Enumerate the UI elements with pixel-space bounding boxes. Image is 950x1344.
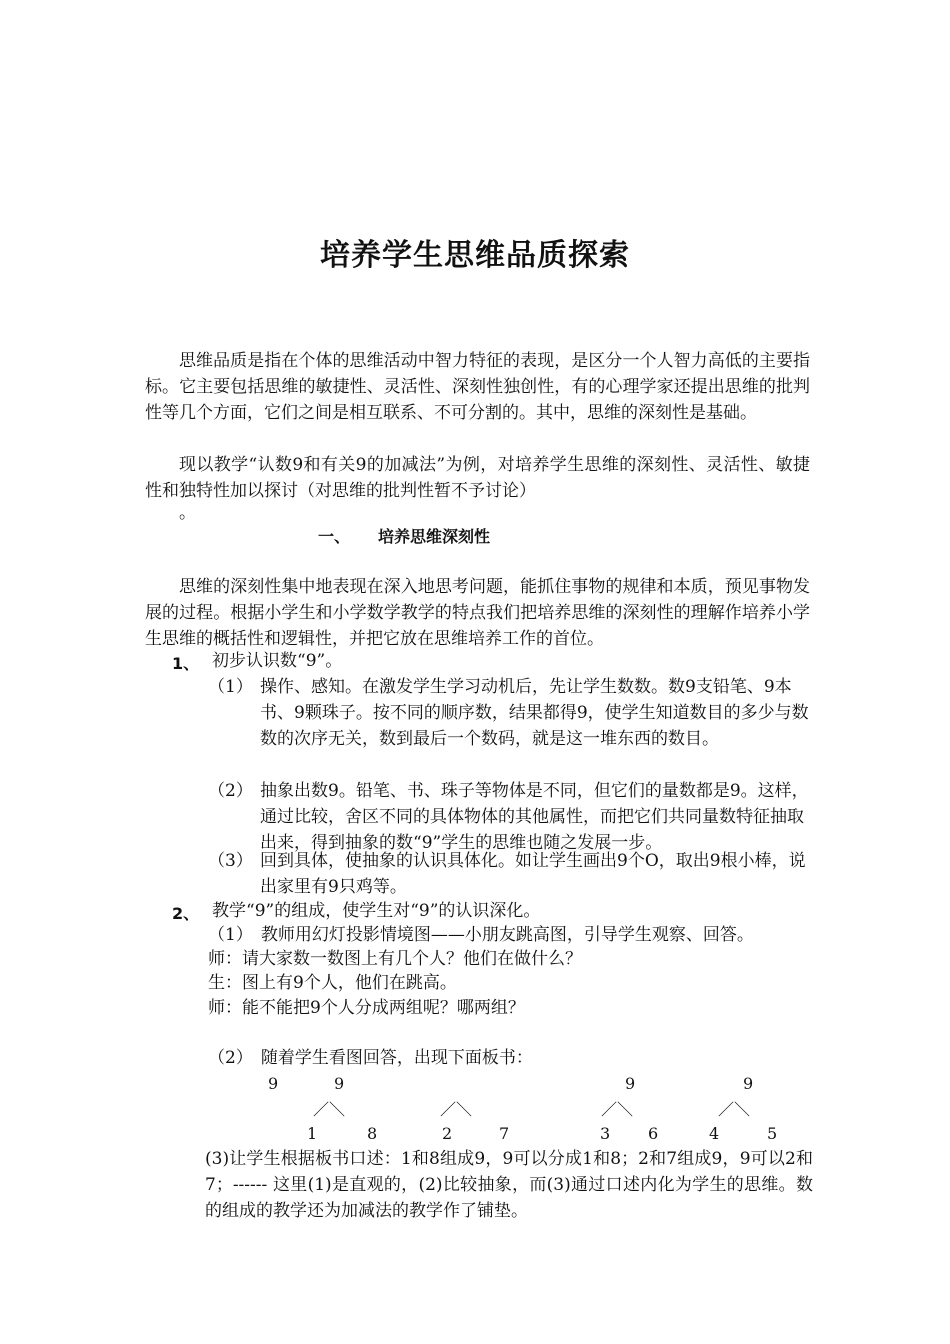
sub-text: 教师用幻灯投影情境图——小朋友跳高图，引导学生观察、回答。 <box>260 925 754 945</box>
dialog-line-1: 师：请大家数一数图上有几个人？他们在做什么？ <box>208 949 582 969</box>
board-bottom-number: 4 <box>709 1124 720 1143</box>
sub-text: 抽象出数9。铅笔、书、珠子等物体是不同，但它们的量数都是9。这样，通过比较，舍区不同的具体物体的其他属性，而把它们共同量数特征抽取出来，得到抽象的数“9”学生的思维也随之发展一步。 <box>260 781 809 853</box>
board-bottom-number: 8 <box>367 1124 378 1143</box>
board-branch: ／＼ <box>440 1100 473 1119</box>
item-1-number: 1、 <box>172 654 200 673</box>
item-2-number: 2、 <box>172 904 200 923</box>
board-top-number: 9 <box>743 1074 754 1093</box>
document-title: 培养学生思维品质探索 <box>320 238 630 273</box>
dialog-line-3: 师：能不能把9个人分成两组呢？哪两组？ <box>208 998 525 1018</box>
board-bottom-number: 1 <box>307 1124 318 1143</box>
board-bottom-number: 6 <box>648 1124 659 1143</box>
sub-label: （3） <box>208 851 253 871</box>
item-2-text: 教学“9”的组成，使学生对“9”的认识深化。 <box>212 901 541 921</box>
board-bottom-number: 2 <box>442 1124 453 1143</box>
dialog-line-2: 生：图上有9个人，他们在跳高。 <box>208 973 457 993</box>
board-top-number: 9 <box>625 1074 636 1093</box>
intro-paragraph-1: 思维品质是指在个体的思维活动中智力特征的表现，是区分一个人智力高低的主要指标。它主要包括思维的敏捷性、灵活性、深刻性独创性，有的心理学家还提出思维的批判性等几个方面，它们之间是相互联系、不可分割的。其中，思维的深刻性是基础。 <box>145 351 810 423</box>
sub-label: （2） <box>208 1048 253 1068</box>
item-2-sub-1 <box>208 922 754 948</box>
sub-label: （2） <box>208 781 253 801</box>
item-1-text: 初步认识数“9”。 <box>212 651 343 671</box>
sub-text: 随着学生看图回答，出现下面板书： <box>260 1048 533 1068</box>
board-top-number: 9 <box>268 1074 279 1093</box>
intro-paragraph-2: 现以教学“认数9和有关9的加减法”为例，对培养学生思维的深刻性、灵活性、敏捷性和独特性加以探讨（对思维的批判性暂不予讨论） <box>145 455 810 501</box>
section-heading <box>318 524 490 547</box>
intro-period: 。 <box>179 503 196 523</box>
closing-paragraph: (3)让学生根据板书口述：1和8组成9，9可以分成1和8；2和7组成9，9可以2和7；------ 这里(1)是直观的，(2)比较抽象，而(3)通过口述内化为学生的思维。数的组成的教学还为加减法的教学作了铺垫。 <box>205 1149 813 1221</box>
board-branch: ／＼ <box>718 1100 751 1119</box>
sub-label: （1） <box>208 925 253 945</box>
section-paragraph: 思维的深刻性集中地表现在深入地思考问题，能抓住事物的规律和本质，预见事物发展的过程。根据小学生和小学数学教学的特点我们把培养思维的深刻性的理解作培养小学生思维的概括性和逻辑性，并把它放在思维培养工作的首位。 <box>145 577 810 649</box>
section-title: 培养思维深刻性 <box>378 527 491 546</box>
section-number: 一、 <box>318 527 351 546</box>
board-branch: ／＼ <box>313 1100 346 1119</box>
board-bottom-number: 3 <box>600 1124 611 1143</box>
sub-text: 操作、感知。在激发学生学习动机后，先让学生数数。数9支铅笔、9本书、9颗珠子。按不同的顺序数，结果都得9，使学生知道数目的多少与数数的次序无关，数到最后一个数码，就是这一堆东西的数目。 <box>260 677 809 749</box>
board-bottom-number: 5 <box>767 1124 778 1143</box>
sub-label: （1） <box>208 677 253 697</box>
item-2-sub-2 <box>208 1045 533 1071</box>
sub-text: 回到具体，使抽象的认识具体化。如让学生画出9个O，取出9根小棒，说出家里有9只鸡等。 <box>260 851 806 897</box>
board-top-number: 9 <box>334 1074 345 1093</box>
board-bottom-number: 7 <box>499 1124 510 1143</box>
board-branch: ／＼ <box>601 1100 634 1119</box>
